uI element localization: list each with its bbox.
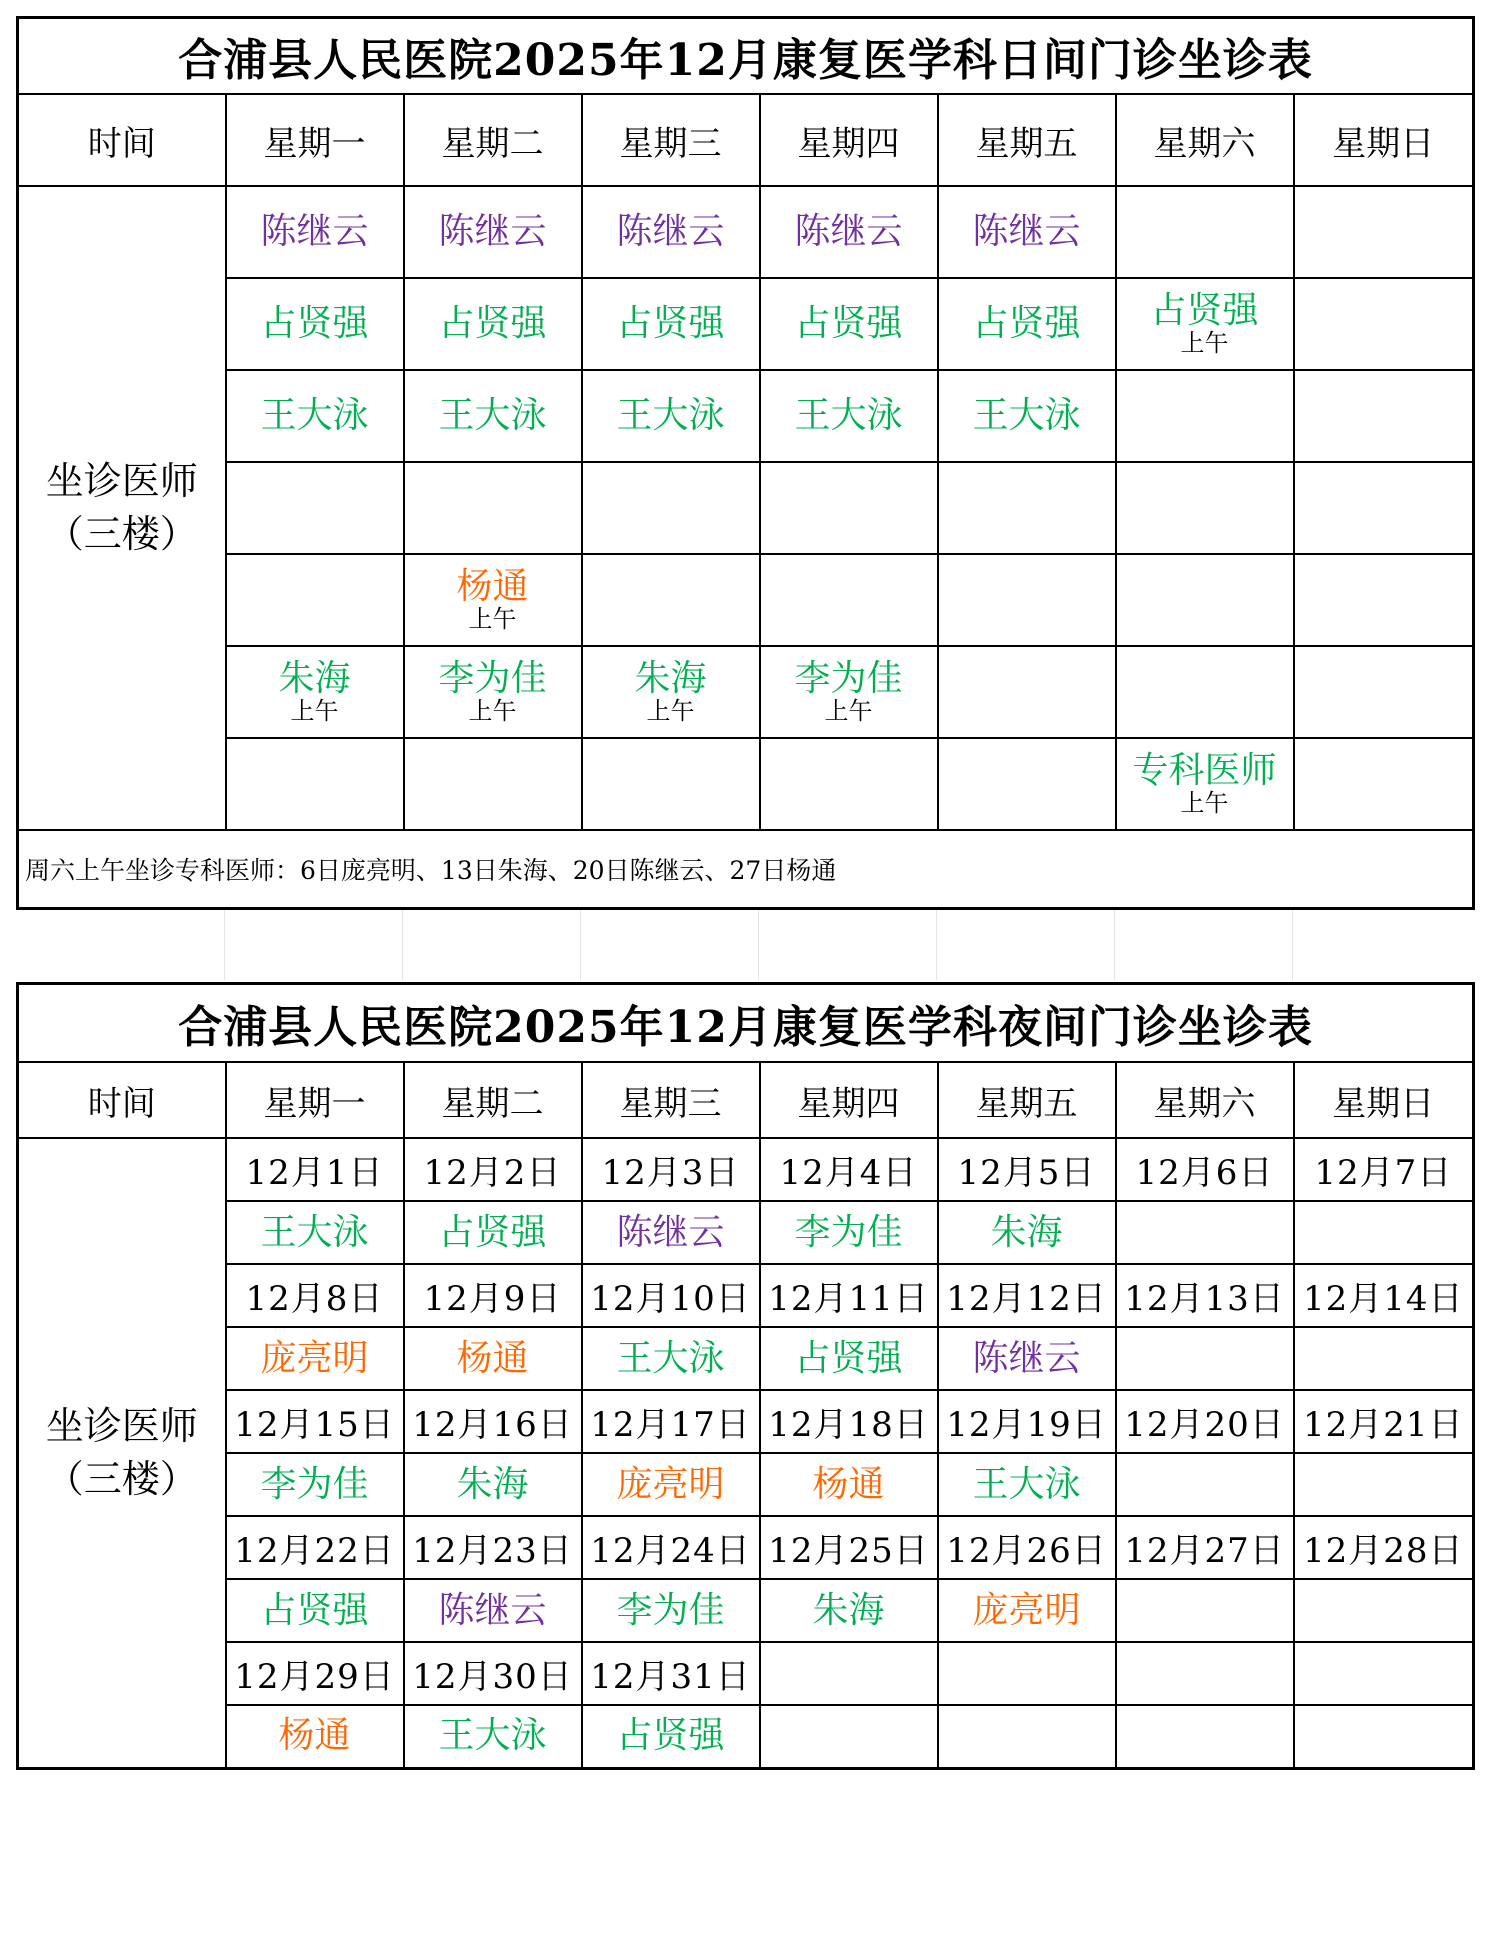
doctor-cell	[938, 278, 1116, 370]
doctor-cell	[582, 1201, 760, 1264]
doctor-cell	[1116, 1453, 1294, 1516]
date-row	[18, 1642, 1474, 1705]
weekday-header: 星期一	[226, 94, 404, 186]
doctor-name: 王大泳	[616, 1337, 725, 1379]
doctor-cell	[226, 1579, 404, 1642]
doctor-cell	[1116, 1579, 1294, 1642]
session-label: 上午	[1180, 328, 1229, 357]
doctor-cell	[1116, 738, 1294, 830]
session-label: 上午	[468, 604, 517, 633]
doctor-name: 占贤强	[616, 1715, 725, 1757]
doctor-cell	[404, 1705, 582, 1768]
doctor-name: 占贤强	[1150, 289, 1259, 331]
weekday-header: 星期五	[938, 1062, 1116, 1138]
doctor-cell	[760, 186, 938, 278]
doctor-cell	[226, 1201, 404, 1264]
date-cell: 12月25日	[760, 1516, 938, 1579]
doctor-cell	[582, 738, 760, 830]
doctor-name: 李为佳	[260, 1463, 369, 1505]
date-cell	[938, 1642, 1116, 1705]
session-label: 上午	[468, 696, 517, 725]
doctor-cell	[582, 462, 760, 554]
doctor-name: 占贤强	[972, 303, 1081, 345]
doctor-row	[18, 1579, 1474, 1642]
date-cell: 12月27日	[1116, 1516, 1294, 1579]
doctor-cell	[938, 370, 1116, 462]
doctor-cell	[582, 278, 760, 370]
doctor-name: 庞亮明	[260, 1337, 369, 1379]
doctor-name: 李为佳	[794, 1211, 903, 1253]
date-cell: 12月7日	[1294, 1138, 1474, 1201]
doctor-name: 朱海	[456, 1463, 529, 1505]
session-label: 上午	[646, 696, 695, 725]
date-row	[18, 1390, 1474, 1453]
weekday-header: 星期三	[582, 94, 760, 186]
doctor-name: 王大泳	[260, 395, 369, 437]
weekday-header: 星期一	[226, 1062, 404, 1138]
doctor-cell	[1294, 278, 1474, 370]
date-cell: 12月14日	[1294, 1264, 1474, 1327]
doctor-cell	[938, 1201, 1116, 1264]
doctor-cell	[1294, 462, 1474, 554]
doctor-name: 占贤强	[794, 303, 903, 345]
doctor-cell	[1294, 1327, 1474, 1390]
date-cell: 12月9日	[404, 1264, 582, 1327]
doctor-cell	[938, 1327, 1116, 1390]
night-table-title: 合浦县人民医院2025年12月康复医学科夜间门诊坐诊表	[18, 984, 1474, 1063]
doctor-row	[18, 1453, 1474, 1516]
doctor-cell	[1116, 1705, 1294, 1768]
date-cell: 12月8日	[226, 1264, 404, 1327]
doctor-name: 王大泳	[438, 1715, 547, 1757]
doctor-cell	[760, 646, 938, 738]
date-cell: 12月6日	[1116, 1138, 1294, 1201]
date-cell: 12月22日	[226, 1516, 404, 1579]
weekday-header: 星期五	[938, 94, 1116, 186]
saturday-note: 周六上午坐诊专科医师：6日庞亮明、13日朱海、20日陈继云、27日杨通	[18, 830, 1474, 909]
doctor-name: 王大泳	[260, 1211, 369, 1253]
day-row	[18, 554, 1474, 646]
date-cell: 12月23日	[404, 1516, 582, 1579]
doctor-name: 陈继云	[616, 211, 725, 253]
date-row	[18, 1516, 1474, 1579]
doctor-cell	[1294, 186, 1474, 278]
night-schedule-table	[16, 982, 1475, 1770]
doctor-name: 朱海	[634, 657, 707, 699]
doctor-cell	[760, 462, 938, 554]
doctor-cell	[760, 1327, 938, 1390]
weekday-header: 星期三	[582, 1062, 760, 1138]
doctor-cell	[938, 1579, 1116, 1642]
doctor-cell	[938, 186, 1116, 278]
doctor-name: 占贤强	[260, 303, 369, 345]
doctor-cell	[226, 1453, 404, 1516]
doctor-cell	[582, 1327, 760, 1390]
doctor-name: 陈继云	[972, 211, 1081, 253]
doctor-name: 占贤强	[438, 1211, 547, 1253]
doctor-cell	[226, 186, 404, 278]
doctor-cell	[226, 278, 404, 370]
date-cell: 12月1日	[226, 1138, 404, 1201]
doctor-cell	[582, 1453, 760, 1516]
weekday-header: 星期六	[1116, 1062, 1294, 1138]
doctor-cell	[1294, 554, 1474, 646]
doctor-name: 占贤强	[616, 303, 725, 345]
doctor-cell	[404, 1201, 582, 1264]
time-header: 时间	[18, 1062, 226, 1138]
doctor-cell	[582, 1705, 760, 1768]
doctor-name: 王大泳	[438, 395, 547, 437]
doctor-name: 陈继云	[616, 1211, 725, 1253]
date-cell: 12月26日	[938, 1516, 1116, 1579]
doctor-cell	[404, 554, 582, 646]
doctor-cell	[1116, 370, 1294, 462]
side-label-line1: 坐诊医师	[45, 1403, 198, 1448]
doctor-name: 陈继云	[438, 1589, 547, 1631]
session-label: 上午	[290, 696, 339, 725]
doctor-cell	[1294, 1201, 1474, 1264]
spreadsheet-gap-gridlines	[16, 910, 1472, 980]
doctor-cell	[938, 554, 1116, 646]
doctor-cell	[226, 1705, 404, 1768]
date-cell: 12月28日	[1294, 1516, 1474, 1579]
doctor-name: 陈继云	[972, 1337, 1081, 1379]
doctor-cell	[1116, 554, 1294, 646]
day-row	[18, 462, 1474, 554]
doctor-name: 杨通	[278, 1715, 351, 1757]
doctor-name: 庞亮明	[616, 1463, 725, 1505]
doctor-cell	[1116, 186, 1294, 278]
doctor-cell	[404, 738, 582, 830]
doctor-cell	[938, 1705, 1116, 1768]
doctor-cell	[1294, 646, 1474, 738]
doctor-cell	[404, 1453, 582, 1516]
time-header: 时间	[18, 94, 226, 186]
day-row	[18, 646, 1474, 738]
date-cell: 12月29日	[226, 1642, 404, 1705]
day-table-title: 合浦县人民医院2025年12月康复医学科日间门诊坐诊表	[18, 18, 1474, 95]
doctor-name: 王大泳	[794, 395, 903, 437]
date-cell: 12月13日	[1116, 1264, 1294, 1327]
date-cell: 12月18日	[760, 1390, 938, 1453]
doctor-cell	[582, 1579, 760, 1642]
doctor-name: 李为佳	[616, 1589, 725, 1631]
doctor-cell	[404, 278, 582, 370]
doctor-cell	[938, 646, 1116, 738]
doctor-cell	[582, 186, 760, 278]
doctor-row	[18, 1201, 1474, 1264]
weekday-header: 星期二	[404, 94, 582, 186]
date-row	[18, 1264, 1474, 1327]
doctor-name: 陈继云	[260, 211, 369, 253]
doctor-cell	[1116, 646, 1294, 738]
doctor-name: 王大泳	[616, 395, 725, 437]
doctor-cell	[404, 462, 582, 554]
date-cell: 12月31日	[582, 1642, 760, 1705]
doctor-cell	[1116, 1327, 1294, 1390]
doctor-cell	[582, 370, 760, 462]
doctor-name: 杨通	[456, 1337, 529, 1379]
date-cell	[760, 1642, 938, 1705]
date-cell: 12月4日	[760, 1138, 938, 1201]
date-cell: 12月5日	[938, 1138, 1116, 1201]
doctor-cell	[582, 646, 760, 738]
doctor-name: 杨通	[456, 565, 529, 607]
doctor-cell	[404, 1579, 582, 1642]
doctor-cell	[1294, 1579, 1474, 1642]
doctor-cell	[1294, 738, 1474, 830]
session-label: 上午	[1180, 788, 1229, 817]
doctor-cell	[760, 1453, 938, 1516]
doctor-name: 李为佳	[438, 657, 547, 699]
doctor-name: 庞亮明	[972, 1589, 1081, 1631]
weekday-header: 星期四	[760, 94, 938, 186]
doctor-cell	[404, 186, 582, 278]
weekday-header: 星期日	[1294, 94, 1474, 186]
date-cell: 12月12日	[938, 1264, 1116, 1327]
weekday-header: 星期六	[1116, 94, 1294, 186]
doctor-cell	[404, 370, 582, 462]
date-cell: 12月2日	[404, 1138, 582, 1201]
doctor-row	[18, 1705, 1474, 1768]
doctor-cell	[226, 462, 404, 554]
date-cell: 12月19日	[938, 1390, 1116, 1453]
doctor-name: 陈继云	[438, 211, 547, 253]
doctor-name: 陈继云	[794, 211, 903, 253]
doctor-name: 占贤强	[794, 1337, 903, 1379]
doctor-cell	[226, 1327, 404, 1390]
date-cell: 12月20日	[1116, 1390, 1294, 1453]
session-label: 上午	[824, 696, 873, 725]
side-label-line2: （三楼）	[45, 1456, 198, 1501]
doctor-name: 杨通	[812, 1463, 885, 1505]
doctor-cell	[1294, 370, 1474, 462]
doctor-row	[18, 1327, 1474, 1390]
date-row	[18, 1138, 1474, 1201]
date-cell: 12月11日	[760, 1264, 938, 1327]
doctor-cell	[1116, 462, 1294, 554]
doctor-cell	[760, 738, 938, 830]
side-label-line2: （三楼）	[45, 512, 198, 556]
day-row	[18, 370, 1474, 462]
doctor-name: 王大泳	[972, 1463, 1081, 1505]
doctor-name: 占贤强	[438, 303, 547, 345]
doctor-name: 专科医师	[1132, 749, 1277, 791]
doctor-cell	[582, 554, 760, 646]
date-cell: 12月30日	[404, 1642, 582, 1705]
day-row	[18, 278, 1474, 370]
doctor-name: 占贤强	[260, 1589, 369, 1631]
doctor-cell	[760, 554, 938, 646]
doctor-cell	[226, 370, 404, 462]
day-row	[18, 186, 1474, 278]
doctor-cell	[760, 1705, 938, 1768]
doctor-cell	[226, 738, 404, 830]
date-cell: 12月15日	[226, 1390, 404, 1453]
date-cell: 12月3日	[582, 1138, 760, 1201]
doctor-cell	[760, 1201, 938, 1264]
doctor-cell	[1294, 1705, 1474, 1768]
side-label	[18, 186, 226, 830]
doctor-name: 朱海	[278, 657, 351, 699]
date-cell	[1116, 1642, 1294, 1705]
weekday-header: 星期四	[760, 1062, 938, 1138]
day-schedule-table	[16, 16, 1475, 910]
doctor-name: 朱海	[812, 1589, 885, 1631]
doctor-cell	[760, 278, 938, 370]
date-cell: 12月10日	[582, 1264, 760, 1327]
weekday-header: 星期日	[1294, 1062, 1474, 1138]
doctor-cell	[404, 1327, 582, 1390]
date-cell: 12月16日	[404, 1390, 582, 1453]
doctor-cell	[938, 462, 1116, 554]
doctor-cell	[226, 554, 404, 646]
doctor-cell	[226, 646, 404, 738]
doctor-name: 王大泳	[972, 395, 1081, 437]
doctor-cell	[760, 370, 938, 462]
weekday-header: 星期二	[404, 1062, 582, 1138]
date-cell: 12月17日	[582, 1390, 760, 1453]
doctor-cell	[1294, 1453, 1474, 1516]
doctor-cell	[1116, 278, 1294, 370]
side-label	[18, 1138, 226, 1768]
doctor-cell	[1116, 1201, 1294, 1264]
doctor-cell	[760, 1579, 938, 1642]
day-row	[18, 738, 1474, 830]
doctor-cell	[404, 646, 582, 738]
date-cell	[1294, 1642, 1474, 1705]
doctor-cell	[938, 738, 1116, 830]
doctor-name: 朱海	[990, 1211, 1063, 1253]
doctor-name: 李为佳	[794, 657, 903, 699]
date-cell: 12月24日	[582, 1516, 760, 1579]
doctor-cell	[938, 1453, 1116, 1516]
date-cell: 12月21日	[1294, 1390, 1474, 1453]
side-label-line1: 坐诊医师	[45, 458, 198, 503]
